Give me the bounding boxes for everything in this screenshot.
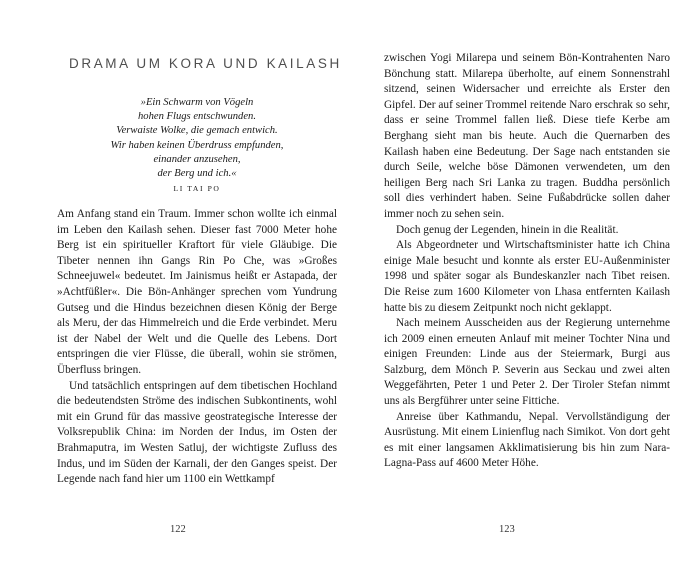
chapter-title: DRAMA UM KORA UND KAILASH xyxy=(69,56,342,71)
page-number-right: 123 xyxy=(499,524,515,535)
paragraph: Am Anfang stand ein Traum. Immer schon wollte ich einmal im Leben den Kailash sehen. Dieser fast 7000 Meter hohe Berg ist ein spiritueller Kraftort für viele Gläubige. Die Tibeter nennen ihn Gangs Rin Po Che, was »Großes Schneejuwel« bedeutet. Im Jainismus heißt er Astapada, der »Achtfüßler«. Die Bön-Anhänger sprechen vom Yundrung Gutseg und die Hindus bezeichnen diesen König der Berge als Meru, der das Himmelreich und die Erde verbindet. Meru ist der Nabel der Welt und die Quelle des Lebens. Dort entspringen die vier Flüsse, die überall, wohin sie strömen, Überfluss bringen. xyxy=(57,208,337,376)
epigraph xyxy=(57,96,337,196)
page-number-left: 122 xyxy=(170,524,186,535)
paragraph: Doch genug der Legenden, hinein in die Realität. xyxy=(396,223,619,236)
right-page xyxy=(384,0,670,567)
paragraph: Anreise über Kathmandu, Nepal. Vervollständigung der Ausrüstung. Mit einem Linienflug nach Simikot. Von dort geht es mit einer langsamen Akklimatisierung bis hin zum Nara-Lagna-Pass auf 4600 Meter Höhe. xyxy=(384,410,670,470)
body-text-right xyxy=(384,51,670,472)
body-text-left xyxy=(57,207,337,488)
epigraph-author: LI TAI PO xyxy=(173,184,221,194)
epigraph-line: hohen Flugs entschwunden. xyxy=(138,111,256,123)
paragraph: Als Abgeordneter und Wirtschaftsminister hatte ich China einige Male besucht und konnte als erster EU-Außenminister 1998 und später sogar als Bundeskanzler nach Tibet reisen. Die Reise zum 1600 Kilometer von Lhasa entfernten Kailash hatte bis zu diesem Zeitpunkt noch nicht geklappt. xyxy=(384,239,670,314)
epigraph-line: Wir haben keinen Überdruss empfunden, xyxy=(110,139,284,151)
paragraph: Und tatsächlich entspringen auf dem tibetischen Hochland die bedeutendsten Ströme des indischen Subkontinents, wohl mit ein Grund für das massive geostrategische Interesse der Volksrepublik China: im Norden der Indus, im Osten der Brahmaputra, im Westen Satluj, der wichtigste Zufluss des Indus, und im Süden der Karnali, der den Ganges speist. Der Legende nach fand hier um 1100 ein Wettkampf xyxy=(57,379,337,486)
left-page xyxy=(57,0,342,567)
epigraph-line: Verwaiste Wolke, die gemach entwich. xyxy=(116,125,278,137)
paragraph: Nach meinem Ausscheiden aus der Regierung unternehme ich 2009 einen erneuten Anlauf mit meiner Tochter Nina und einigen Freunden: Linde aus der Steiermark, Burgi aus Salzburg, dem Mönch P. Severin aus Seckau und zwei alten Weggefährten, Peter 1 und Peter 2. Der Tiroler Stefan nimmt uns als Bergführer unter seine Fittiche. xyxy=(384,317,670,408)
epigraph-line: einander anzusehen, xyxy=(153,153,241,165)
paragraph: zwischen Yogi Milarepa und seinem Bön-Kontrahenten Naro Bönchung statt. Milarepa überholte, auf einem Sonnenstrahl sitzend, seinen Widersacher und erreichte als Erster den Gipfel. Der auf seiner Trommel reitende Naro erschrak so sehr, dass er seine Trommel fallen ließ. Diese tiefe Kerbe am Berghang sieht man bis heute. Auch die Quernarben des Kailash haben eine Bedeutung. Der Sage nach entstanden sie durch Seile, welche böse Dämonen verwendeten, um den heiligen Berg nach Sri Lanka zu tragen. Buddha persönlich soll dies verhindert haben. Seine Fußabdrücke sollen daher immer noch zu sehen sein. xyxy=(384,52,670,220)
epigraph-line: »Ein Schwarm von Vögeln xyxy=(140,97,254,108)
epigraph-line: der Berg und ich.« xyxy=(157,168,237,180)
